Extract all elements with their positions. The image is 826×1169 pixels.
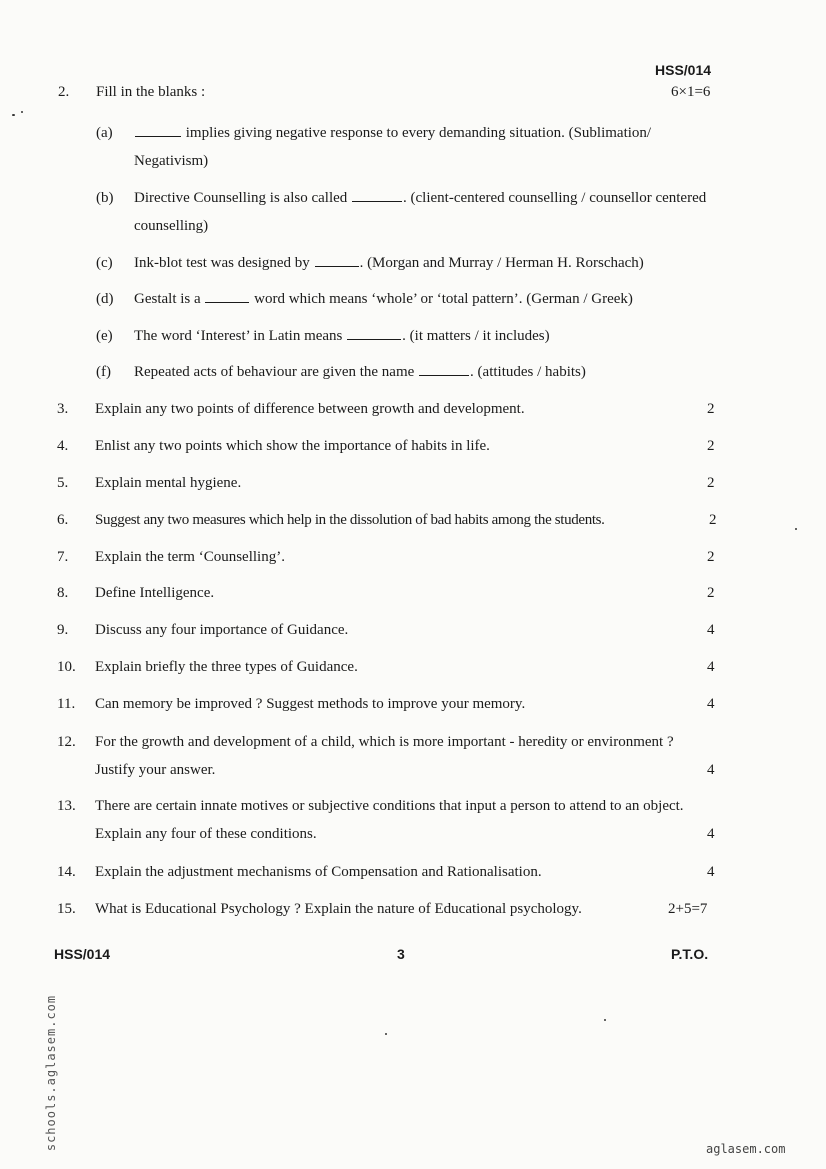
question-text: Enlist any two points which show the importance of habits in life.	[95, 438, 490, 454]
question-marks: 2	[709, 512, 717, 528]
question-marks: 4	[707, 762, 715, 778]
question-text: Define Intelligence.	[95, 585, 215, 601]
question-row	[57, 728, 725, 788]
answer-blank	[347, 327, 401, 340]
item-text-after: . (it matters / it includes)	[402, 328, 550, 344]
question-row	[57, 506, 725, 536]
item-label: (c)	[96, 255, 113, 271]
question-text: What is Educational Psychology ? Explain the nature of Educational psychology.	[95, 901, 582, 917]
bottom-watermark: aglasem.com	[706, 1142, 786, 1156]
item-label: (a)	[96, 125, 113, 141]
blank-item	[96, 322, 736, 352]
question-text: Discuss any four importance of Guidance.	[95, 622, 349, 638]
question-text: Can memory be improved ? Suggest methods to improve your memory.	[95, 696, 526, 712]
question-number: 9.	[57, 622, 69, 638]
question-marks: 4	[707, 696, 715, 712]
question-row	[57, 616, 725, 646]
question-marks: 2	[707, 475, 715, 491]
scan-speck	[21, 111, 23, 113]
question-text: Explain the adjustment mechanisms of Compensation and Rationalisation.	[95, 864, 542, 880]
question-text: Explain briefly the three types of Guidance.	[95, 659, 358, 675]
item-text-after: . (Morgan and Murray / Herman H. Rorschach)	[359, 255, 644, 271]
item-label: (f)	[96, 364, 111, 380]
question-title: Fill in the blanks :	[96, 84, 206, 100]
question-marks: 2	[707, 401, 715, 417]
question-number: 3.	[57, 401, 69, 417]
question-row	[57, 858, 725, 888]
question-marks: 4	[707, 864, 715, 880]
question-marks: 2	[707, 549, 715, 565]
scan-speck	[12, 114, 15, 116]
question-row	[57, 690, 725, 720]
question-text: Explain the term ‘Counselling’.	[95, 549, 285, 565]
question-number: 8.	[57, 585, 69, 601]
question-row	[57, 432, 725, 462]
item-label: (b)	[96, 190, 114, 206]
question-number: 12.	[57, 734, 76, 750]
question-marks: 6×1=6	[671, 84, 711, 100]
answer-blank	[352, 189, 402, 202]
question-text: Suggest any two measures which help in the dissolution of bad habits among the students.	[95, 512, 605, 528]
question-marks: 4	[707, 659, 715, 675]
question-row	[57, 579, 725, 609]
question-number: 6.	[57, 512, 69, 528]
question-number: 14.	[57, 864, 76, 880]
question-marks: 2	[707, 438, 715, 454]
question-row	[57, 395, 725, 425]
question-number: 10.	[57, 659, 76, 675]
item-text-after: . (attitudes / habits)	[470, 364, 586, 380]
question-number: 11.	[57, 696, 76, 712]
blank-item	[96, 249, 736, 279]
question-text: Explain any two points of difference between growth and development.	[95, 401, 525, 417]
question-marks: 4	[707, 622, 715, 638]
question-row	[57, 895, 725, 925]
scan-speck	[604, 1019, 606, 1021]
item-text-after: word which means ‘whole’ or ‘total pattern’. (German / Greek)	[250, 291, 633, 307]
question-number: 15.	[57, 901, 76, 917]
answer-blank	[419, 363, 469, 376]
item-text-after: . (client-centered counselling / counsellor centered counselling)	[134, 190, 707, 234]
item-label: (e)	[96, 328, 113, 344]
scan-speck	[795, 528, 797, 530]
blank-item	[96, 184, 736, 244]
scan-speck	[385, 1033, 387, 1035]
question-number: 7.	[57, 549, 69, 565]
header-code: HSS/014	[655, 62, 712, 78]
question-number: 5.	[57, 475, 69, 491]
question-number: 13.	[57, 798, 76, 814]
blank-item	[96, 119, 736, 179]
question-row	[57, 792, 725, 852]
answer-blank	[135, 124, 181, 137]
pto-label: P.T.O.	[671, 946, 709, 962]
question-number: 2.	[58, 84, 70, 100]
question-row	[57, 543, 725, 573]
question-text: Explain mental hygiene.	[95, 475, 242, 491]
question-text: There are certain innate motives or subjective conditions that input a person to attend to an object. Explain any four of these conditions.	[95, 798, 684, 842]
question-text: For the growth and development of a child, which is more important - heredity or environment ? Justify your answer.	[95, 734, 674, 778]
page-number: 3	[397, 946, 405, 962]
item-text-before: Repeated acts of behaviour are given the name	[134, 364, 419, 380]
question-marks: 2	[707, 585, 715, 601]
item-text-after: implies giving negative response to every demanding situation. (Sublimation/ Negativism)	[134, 125, 652, 169]
question-marks: 4	[707, 826, 715, 842]
item-text-before: Gestalt is a	[134, 291, 205, 307]
question-row	[57, 653, 725, 683]
question-marks: 2+5=7	[668, 901, 708, 917]
footer-code: HSS/014	[54, 946, 111, 962]
blank-item	[96, 358, 736, 388]
item-text-before: Ink-blot test was designed by	[134, 255, 314, 271]
question-number: 4.	[57, 438, 69, 454]
question-row	[57, 469, 725, 499]
blank-item	[96, 285, 736, 315]
answer-blank	[315, 254, 359, 267]
item-label: (d)	[96, 291, 114, 307]
item-text-before: The word ‘Interest’ in Latin means	[134, 328, 347, 344]
item-text-before: Directive Counselling is also called	[134, 190, 352, 206]
side-watermark: schools.aglasem.com	[44, 994, 58, 1152]
answer-blank	[205, 290, 249, 303]
